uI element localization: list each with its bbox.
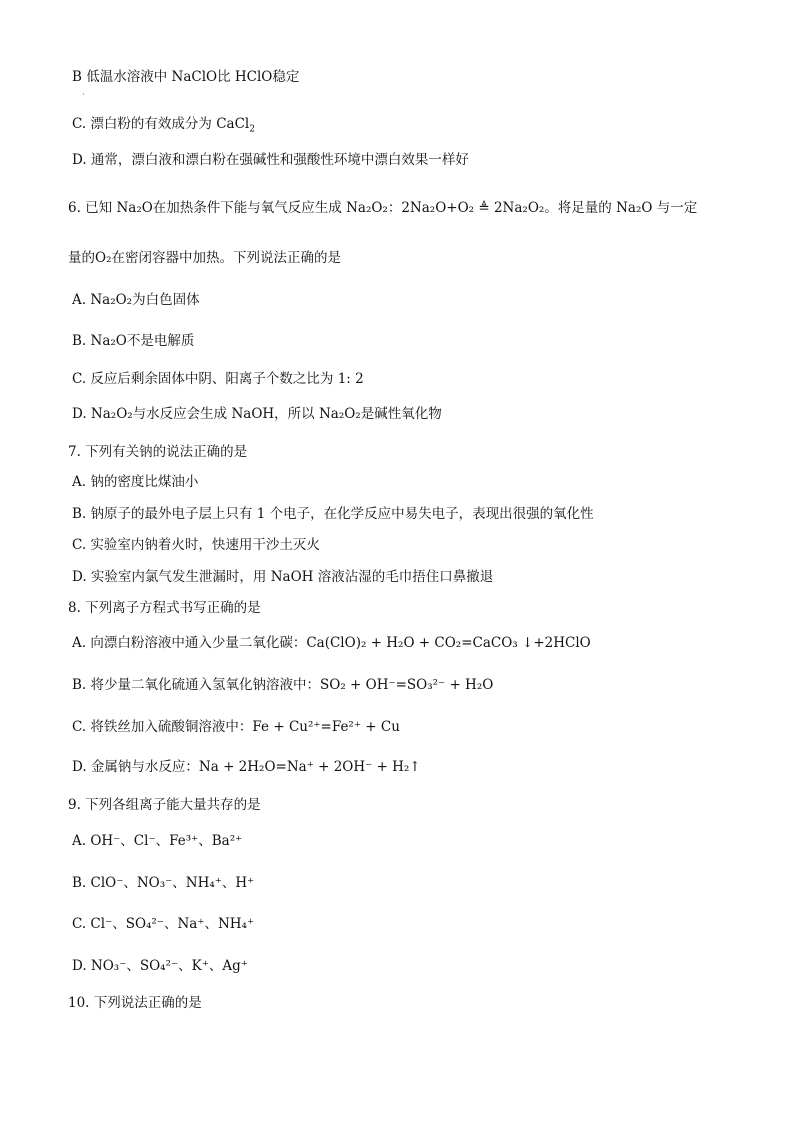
option-5d: D. 通常，漂白液和漂白粉在强碱性和强酸性环境中漂白效果一样好: [72, 152, 469, 168]
question-9-stem: 9. 下列各组离子能大量共存的是: [68, 797, 261, 813]
question-6-stem-cont: 量的O₂在密闭容器中加热。下列说法正确的是: [68, 250, 341, 266]
option-7b: B. 钠原子的最外电子层上只有 1 个电子，在化学反应中易失电子，表现出很强的氧化性: [72, 506, 594, 522]
option-9d: D. NO₃⁻、SO₄²⁻、K⁺、Ag⁺: [72, 958, 248, 974]
question-7-stem: 7. 下列有关钠的说法正确的是: [68, 444, 248, 460]
option-6b: B. Na₂O不是电解质: [72, 333, 195, 349]
option-7d: D. 实验室内氯气发生泄漏时，用 NaOH 溶液沾湿的毛巾捂住口鼻撤退: [72, 569, 494, 585]
question-8-stem: 8. 下列离子方程式书写正确的是: [68, 600, 261, 616]
option-6d: D. Na₂O₂与水反应会生成 NaOH，所以 Na₂O₂是碱性氧化物: [72, 406, 442, 422]
option-9a: A. OH⁻、Cl⁻、Fe³⁺、Ba²⁺: [72, 833, 243, 849]
option-8b: B. 将少量二氧化硫通入氢氧化钠溶液中：SO₂ + OH⁻=SO₃²⁻ + H₂O: [72, 677, 494, 693]
option-5c: C. 漂白粉的有效成分为 CaCl$_2$: [72, 116, 255, 135]
option-8c: C. 将铁丝加入硫酸铜溶液中：Fe + Cu²⁺=Fe²⁺ + Cu: [72, 719, 400, 735]
option-6c: C. 反应后剩余固体中阴、阳离子个数之比为 1: 2: [72, 371, 364, 387]
question-10-stem: 10. 下列说法正确的是: [68, 995, 202, 1011]
option-7a: A. 钠的密度比煤油小: [72, 474, 199, 490]
option-9b: B. ClO⁻、NO₃⁻、NH₄⁺、H⁺: [72, 875, 255, 891]
option-5b: B 低温水溶液中 NaClO比 HClO稳定: [72, 69, 300, 85]
option-6a: A. Na₂O₂为白色固体: [72, 292, 200, 308]
option-8d: D. 金属钠与水反应：Na + 2H₂O=Na⁺ + 2OH⁻ + H₂↑: [72, 759, 421, 775]
question-6-stem: 6. 已知 Na₂O在加热条件下能与氧气反应生成 Na₂O₂：2Na₂O+O₂ ≜ 2Na₂O₂。将足量的 Na₂O 与一定: [68, 200, 698, 216]
option-7c: C. 实验室内钠着火时，快速用干沙土灭火: [72, 537, 320, 553]
stray-dot: ·: [82, 90, 85, 99]
option-8a: A. 向漂白粉溶液中通入少量二氧化碳：Ca(ClO)₂ + H₂O + CO₂=CaCO₃ ↓+2HClO: [72, 635, 591, 651]
option-9c: C. Cl⁻、SO₄²⁻、Na⁺、NH₄⁺: [72, 916, 255, 932]
